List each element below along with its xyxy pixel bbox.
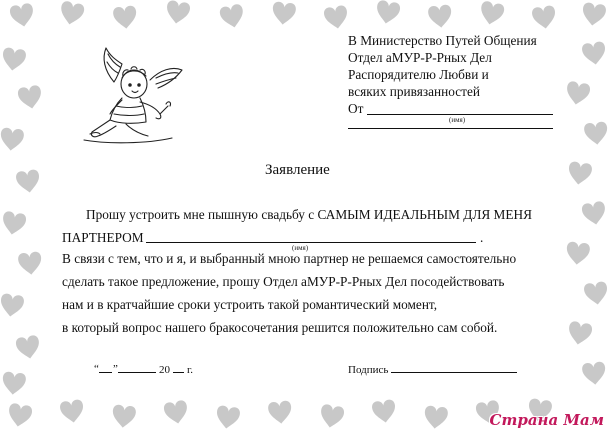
heart-icon xyxy=(582,361,607,386)
heart-icon xyxy=(15,169,41,194)
heart-icon xyxy=(428,4,453,29)
date-month-line[interactable] xyxy=(118,372,156,373)
heart-icon xyxy=(268,400,293,425)
heart-icon xyxy=(1,47,27,72)
from-name-line[interactable] xyxy=(367,114,553,115)
document-title: Заявление xyxy=(265,162,330,178)
heart-icon xyxy=(566,321,593,347)
angel-illustration xyxy=(76,40,188,150)
heart-icon xyxy=(219,3,246,30)
heart-icon xyxy=(163,400,190,426)
heart-icon xyxy=(323,5,349,31)
heart-icon xyxy=(59,399,85,424)
date-day-line[interactable] xyxy=(99,372,112,373)
heart-icon xyxy=(583,281,609,306)
heart-icon xyxy=(564,81,591,107)
heart-icon xyxy=(318,404,345,430)
heart-icon xyxy=(0,293,25,318)
heart-icon xyxy=(215,405,241,430)
heart-icon xyxy=(423,405,448,430)
from-name-line-2[interactable] xyxy=(348,128,553,129)
heart-icon xyxy=(581,2,607,27)
heart-icon xyxy=(565,241,590,266)
heart-icon xyxy=(567,161,593,186)
heart-icon xyxy=(0,127,24,152)
partner-name-line[interactable] xyxy=(146,242,476,243)
heart-icon xyxy=(0,211,27,237)
year-suffix: г. xyxy=(187,364,194,376)
address-line-3: Распорядителю Любви и xyxy=(348,67,489,82)
address-line-1: В Министерство Путей Общения xyxy=(348,33,537,48)
heart-icon xyxy=(9,3,36,29)
heart-icon xyxy=(271,1,296,26)
date-close-quote: ” xyxy=(113,363,118,375)
body-line-5: нам и в кратчайшие сроки устроить такой романтический момент, xyxy=(62,297,438,312)
heart-icon xyxy=(18,251,43,276)
signature-label: Подпись xyxy=(348,364,389,376)
from-label: От xyxy=(348,101,364,116)
partner-end-dot: . xyxy=(480,230,484,245)
heart-icon xyxy=(371,399,397,424)
heart-icon xyxy=(374,0,401,25)
year-prefix: 20 xyxy=(159,364,170,376)
heart-icon xyxy=(581,41,607,66)
heart-icon xyxy=(6,403,33,429)
address-line-2: Отдел аМУР-Р-Рных Дел xyxy=(348,50,492,65)
watermark-logo: Страна Мам xyxy=(489,411,604,429)
body-line-6: в который вопрос нашего бракосочетания решится положительно сам собой. xyxy=(62,320,498,335)
body-line-3: В связи с тем, что и я, и выбранный мною партнер не решаемся самостоятельно xyxy=(62,251,517,266)
heart-icon xyxy=(111,404,136,429)
from-name-hint: (имя) xyxy=(449,116,466,124)
heart-icon xyxy=(1,371,26,396)
signature-line[interactable] xyxy=(391,372,517,373)
heart-icon xyxy=(584,121,609,146)
heart-icon xyxy=(531,5,557,30)
partner-label: ПАРТНЕРОМ xyxy=(62,230,144,245)
heart-icon xyxy=(581,201,608,227)
heart-icon xyxy=(17,85,44,111)
heart-icon xyxy=(478,0,505,27)
address-line-4: всяких привязанностей xyxy=(348,84,480,99)
date-open-quote: “ xyxy=(94,363,99,375)
body-line-1: Прошу устроить мне пышную свадьбу с САМЫМ ИДЕАЛЬНЫМ ДЛЯ МЕНЯ xyxy=(86,207,532,222)
heart-icon xyxy=(113,5,138,30)
date-year-line[interactable] xyxy=(173,372,184,373)
heart-icon xyxy=(15,335,42,361)
heart-icon xyxy=(58,0,85,27)
partner-name-hint: (имя) xyxy=(292,244,309,252)
body-line-4: сделать такое предложение, прошу Отдел аМУР-Р-Рных Дел посодействовать xyxy=(62,274,505,289)
heart-icon xyxy=(165,0,191,25)
